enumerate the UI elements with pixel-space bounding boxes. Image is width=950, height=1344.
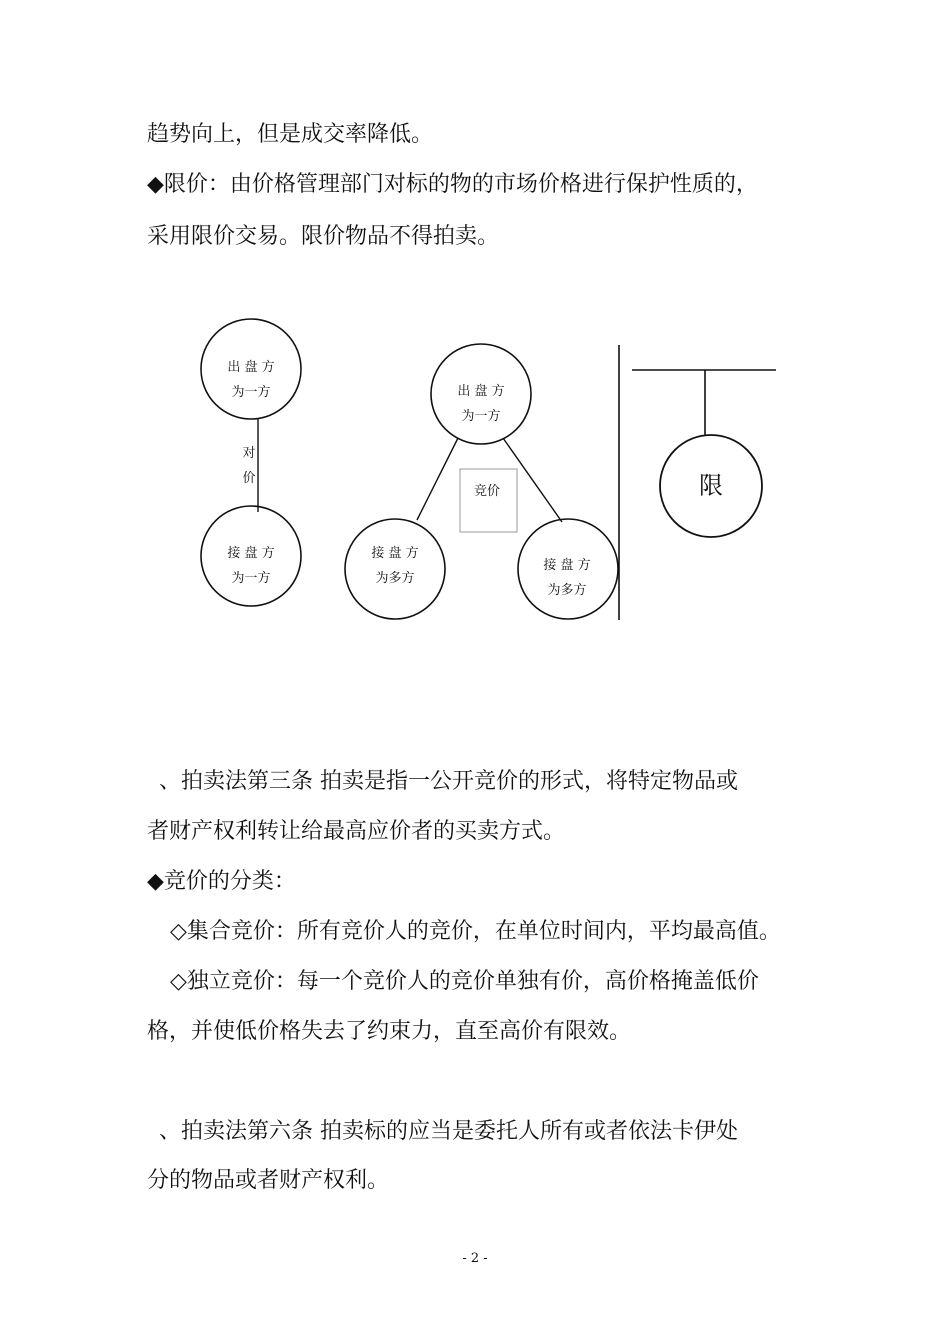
middle-buyer-a-label-1: 接 盘 方 <box>371 546 419 561</box>
left-edge-label-2: 价 <box>242 471 256 486</box>
paragraph-article-3-line-2: 者财产权利转让给最高应价者的买卖方式。 <box>147 819 566 844</box>
middle-connector-left <box>417 438 458 520</box>
left-edge-label-1: 对 <box>242 446 256 461</box>
bidding-box <box>460 469 517 532</box>
paragraph-article-6-line-2: 分的物品或者财产权利。 <box>147 1168 390 1193</box>
paragraph-collective-bidding: ◇集合竞价：所有竞价人的竞价，在单位时间内，平均最高值。 <box>170 919 781 944</box>
middle-connector-right <box>503 438 562 522</box>
middle-seller-label-2: 为一方 <box>461 409 501 424</box>
bidding-box-label: 竞价 <box>473 484 501 499</box>
paragraph-independent-bidding-line-2: 格，并使低价格失去了约束力，直至高价有限效。 <box>147 1019 632 1044</box>
paragraph-article-3-line-1: 、拍卖法第三条 拍卖是指一公开竞价的形式，将特定物品或 <box>159 769 738 794</box>
paragraph-limit-price-line-2: 采用限价交易。限价物品不得拍卖。 <box>147 224 500 249</box>
paragraph-bidding-types-heading: ◆竞价的分类： <box>147 869 296 894</box>
left-seller-label-2: 为一方 <box>231 385 271 400</box>
paragraph-article-6-line-1: 、拍卖法第六条 拍卖标的应当是委托人所有或者依法卡伊处 <box>159 1119 738 1144</box>
middle-buyer-a-label-2: 为多方 <box>375 571 415 586</box>
left-seller-label-1: 出 盘 方 <box>227 360 275 375</box>
page-number: - 2 - <box>462 1251 488 1266</box>
left-buyer-label-2: 为一方 <box>231 571 271 586</box>
middle-seller-label-1: 出 盘 方 <box>457 384 505 399</box>
middle-buyer-b-label-2: 为多方 <box>547 583 587 598</box>
paragraph-independent-bidding-line-1: ◇独立竞价：每一个竞价人的竞价单独有价，高价格掩盖低价 <box>170 969 759 994</box>
left-buyer-label-1: 接 盘 方 <box>227 546 275 561</box>
middle-buyer-b-label-1: 接 盘 方 <box>543 558 591 573</box>
limit-label: 限 <box>699 471 723 500</box>
middle-buyer-a-circle <box>345 519 445 619</box>
paragraph-limit-price-line-1: ◆限价：由价格管理部门对标的物的市场价格进行保护性质的， <box>147 172 758 197</box>
paragraph-trend-line-1: 趋势向上，但是成交率降低。 <box>147 122 434 147</box>
